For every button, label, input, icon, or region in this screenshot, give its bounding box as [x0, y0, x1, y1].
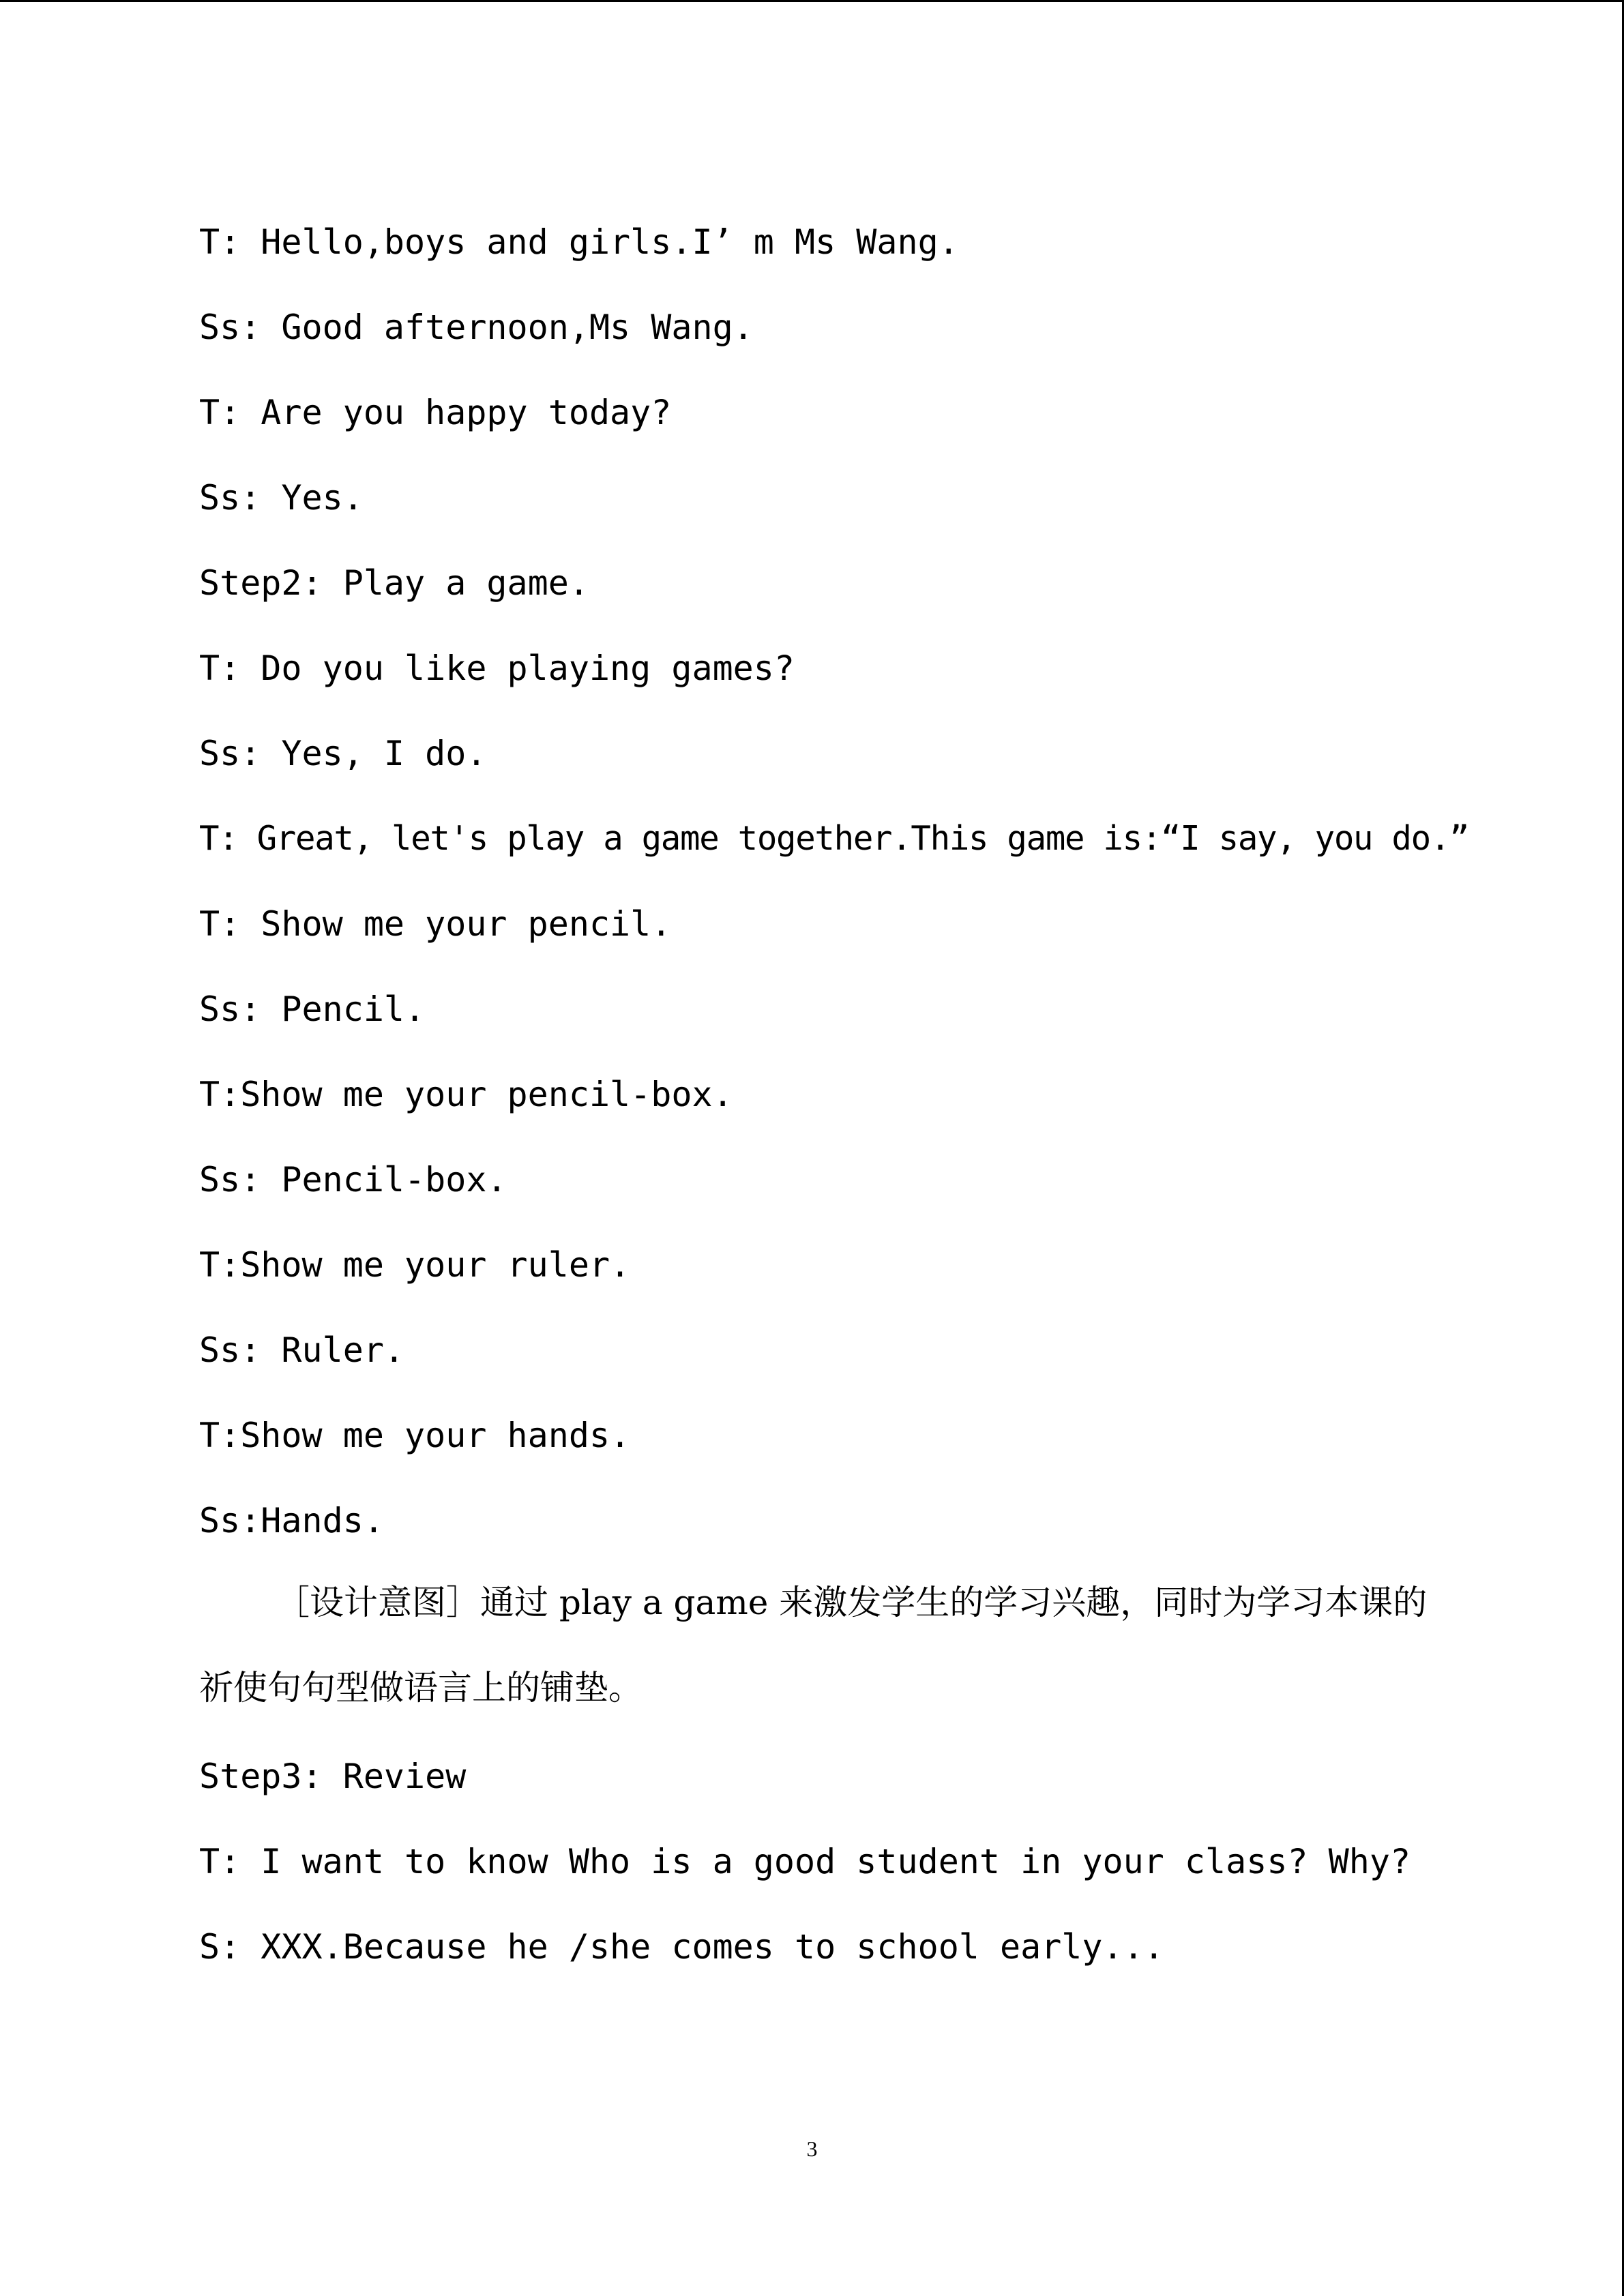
design-intent-paragraph: ［设计意图］通过 play a game 来激发学生的学习兴趣，同时为学习本课的祈使句句型做语言上的铺垫。: [199, 1583, 1428, 1708]
dialogue-line: S: XXX.Because he /she comes to school early...: [199, 1927, 1164, 1967]
dialogue-line: Ss: Yes, I do.: [199, 734, 487, 773]
dialogue-line: Ss: Yes.: [199, 478, 364, 518]
step-heading: Step2: Play a game.: [199, 563, 589, 603]
dialogue-line: T: Hello,boys and girls.I’ m Ms Wang.: [199, 222, 959, 262]
step-heading: Step3: Review: [199, 1757, 467, 1796]
dialogue-line: T: Do you like playing games?: [199, 648, 795, 688]
page-number: 3: [806, 2136, 818, 2161]
dialogue-line: Ss:Hands.: [199, 1501, 384, 1540]
dialogue-line: T: Are you happy today?: [199, 393, 672, 432]
dialogue-line: T:Show me your ruler.: [199, 1245, 631, 1285]
dialogue-line: T: Show me your pencil.: [199, 904, 672, 944]
dialogue-line: Ss: Good afternoon,Ms Wang.: [199, 308, 754, 347]
dialogue-line: T: Great, let's play a game together.This game is:“I say, you do.”: [199, 819, 1469, 858]
dialogue-line: Ss: Ruler.: [199, 1330, 405, 1370]
dialogue-line: T: I want to know Who is a good student in your class? Why?: [199, 1842, 1411, 1881]
dialogue-line: T:Show me your pencil-box.: [199, 1075, 733, 1114]
dialogue-line: T:Show me your hands.: [199, 1416, 631, 1455]
dialogue-line: Ss: Pencil.: [199, 989, 426, 1029]
dialogue-line: Ss: Pencil-box.: [199, 1160, 507, 1199]
